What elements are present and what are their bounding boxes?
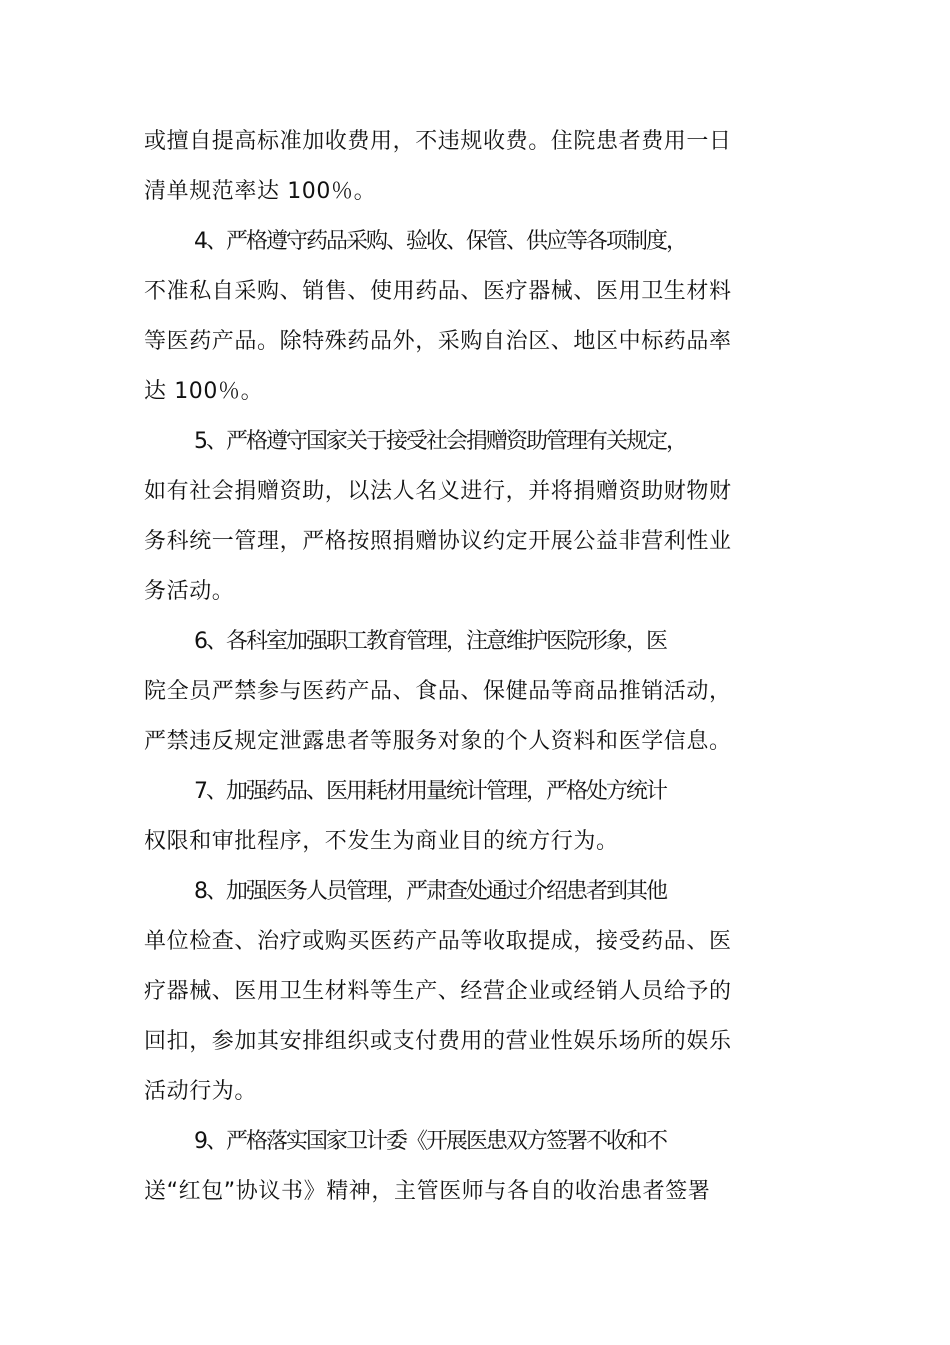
text-line: 权限和审批程序，不发生为商业目的统方行为。	[144, 829, 619, 854]
text-line: 单位检查、治疗或购买医药产品等收取提成，接受药品、医	[144, 929, 732, 954]
text-line: 回扣，参加其安排组织或支付费用的营业性娱乐场所的娱乐	[144, 1029, 732, 1054]
text-line: 活动行为。	[144, 1079, 258, 1104]
text-line: 或擅自提高标准加收费用，不违规收费。住院患者费用一日	[144, 129, 732, 154]
text-line: 务科统一管理，严格按照捐赠协议约定开展公益非营利性业	[144, 529, 732, 554]
text-line: 严禁违反规定泄露患者等服务对象的个人资料和医学信息。	[144, 729, 732, 754]
paragraph-4-start: 4、严格遵守药品采购、验收、保管、供应等各项制度，	[194, 229, 686, 254]
text-line: 送“红包”协议书》精神，主管医师与各自的收治患者签署	[144, 1179, 711, 1204]
text-line: 等医药产品。除特殊药品外，采购自治区、地区中标药品率	[144, 329, 732, 354]
text-line: 清单规范率达 100％。	[144, 179, 377, 204]
text-line: 不准私自采购、销售、使用药品、医疗器械、医用卫生材料	[144, 279, 732, 304]
text-line: 如有社会捐赠资助，以法人名义进行，并将捐赠资助财物财	[144, 479, 732, 504]
paragraph-5-start: 5、严格遵守国家关于接受社会捐赠资助管理有关规定，	[194, 429, 686, 454]
text-line: 务活动。	[144, 579, 235, 604]
text-line: 疗器械、医用卫生材料等生产、经营企业或经销人员给予的	[144, 979, 732, 1004]
text-line: 达 100％。	[144, 379, 264, 404]
paragraph-9-start: 9、严格落实国家卫计委《开展医患双方签署不收和不	[194, 1129, 666, 1154]
text-line: 院全员严禁参与医药产品、食品、保健品等商品推销活动，	[144, 679, 732, 704]
paragraph-7-start: 7、加强药品、医用耗材用量统计管理，严格处方统计	[194, 779, 666, 804]
paragraph-8-start: 8、加强医务人员管理，严肃查处通过介绍患者到其他	[194, 879, 666, 904]
paragraph-6-start: 6、各科室加强职工教育管理，注意维护医院形象，医	[194, 629, 666, 654]
